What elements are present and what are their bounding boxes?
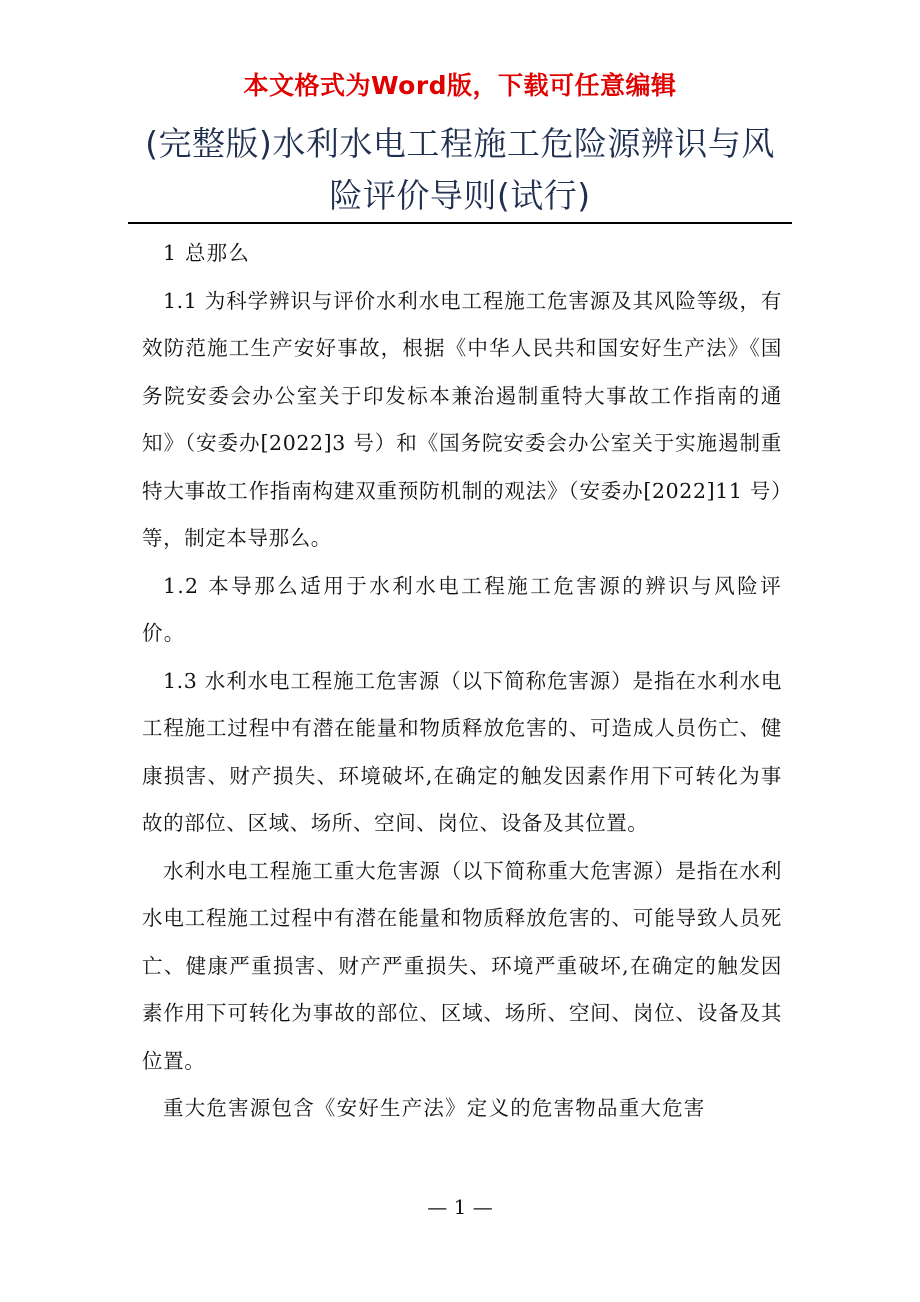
title-divider [128,222,792,224]
paragraph-1-1: 1.1 为科学辨识与评价水利水电工程施工危害源及其风险等级，有效防范施工生产安好事故，根据《中华人民共和国安好生产法》《国务院安委会办公室关于印发标本兼治遏制重特大事故工作指南的通知》（安委办[2022]3 号）和《国务院安委会办公室关于实施遏制重特大事故工作指南构建双重预防机制的观法》（安委办[2022]11 号）等，制定本导那么。 [142,288,782,550]
paragraph-1-2: 1.2 本导那么适用于水利水电工程施工危害源的辨识与风险评价。 [142,573,782,645]
download-banner: 本文格式为Word版，下载可任意编辑 [243,71,677,100]
document-title: (完整版)水利水电工程施工危险源辨识与风险评价导则(试行) [145,124,775,215]
paragraph-major-hazard-definition: 水利水电工程施工重大危害源（以下简称重大危害源）是指在水利水电工程施工过程中有潜在能量和物质释放危害的、可能导致人员死亡、健康严重损害、财产严重损失、环境严重破坏,在确定的触发因素作用下可转化为事故的部位、区域、场所、空间、岗位、设备及其位置。 [142,858,782,1073]
page-number: — 1 — [427,1195,493,1219]
section-heading: 1 总那么 [163,241,251,265]
paragraph-1-3: 1.3 水利水电工程施工危害源（以下简称危害源）是指在水利水电工程施工过程中有潜在能量和物质释放危害的、可造成人员伤亡、健康损害、财产损失、环境破坏,在确定的触发因素作用下可转化为事故的部位、区域、场所、空间、岗位、设备及其位置。 [142,668,782,835]
paragraph-major-hazard-scope: 重大危害源包含《安好生产法》定义的危害物品重大危害 [163,1096,706,1120]
document-body [142,230,782,1133]
